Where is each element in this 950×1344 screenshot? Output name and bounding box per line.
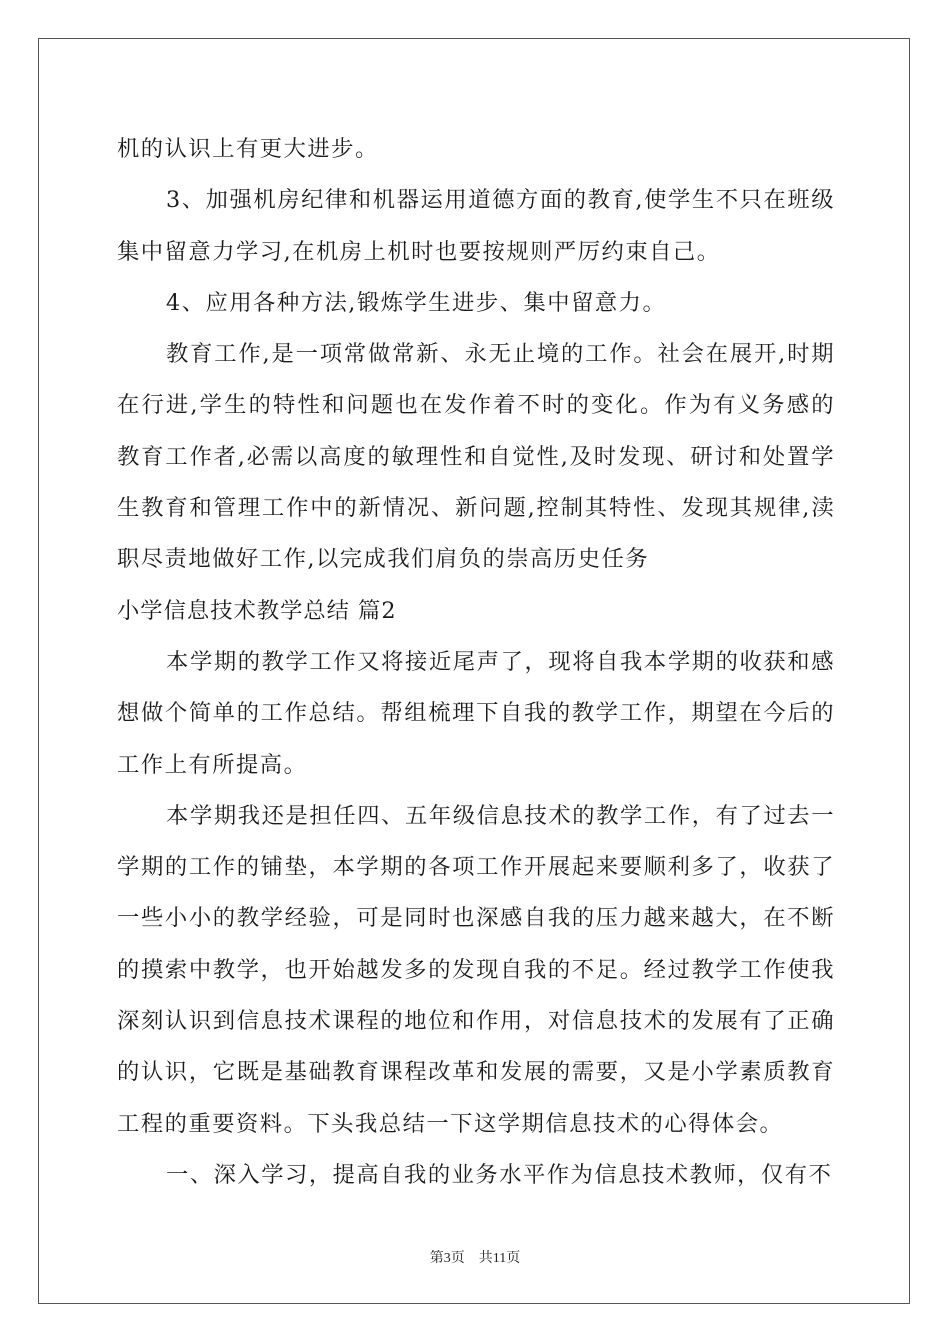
paragraph-point-one: 一、深入学习，提高自我的业务水平作为信息技术教师，仅有不 <box>166 1161 833 1188</box>
section-heading: 小学信息技术教学总结 篇2 <box>117 597 397 624</box>
paragraph-item-3: 3、加强机房纪律和机器运用道德方面的教育,使学生不只在班级集中留意力学习,在机房上机时也要按规则严厉约束自己。 <box>117 187 835 265</box>
paragraph-education-work: 教育工作,是一项常做常新、永无止境的工作。社会在展开,时期在行进,学生的特性和问题也在发作着不时的变化。作为有义务感的教育工作者,必需以高度的敏理性和自觉性,及时发现、研讨和处置学生教育和管理工作中的新情况、新问题,控制其特性、发现其规律,渎职尽责地做好工作,以完成我们肩负的崇高历史任务 <box>117 341 835 573</box>
paragraph-continuation: 机的认识上有更大进步。 <box>117 136 379 162</box>
page-footer <box>0 1247 950 1267</box>
paragraph-teaching-work: 本学期我还是担任四、五年级信息技术的教学工作，有了过去一学期的工作的铺垫，本学期的各项工作开展起来要顺利多了，收获了一些小小的教学经验，可是同时也深感自我的压力越来越大，在不断的摸索中教学，也开始越发多的发现自我的不足。经过教学工作使我深刻认识到信息技术课程的地位和作用，对信息技术的发展有了正确的认识，它既是基础教育课程改革和发展的需要，又是小学素质教育工程的重要资料。下头我总结一下这学期信息技术的心得体会。 <box>117 802 835 1137</box>
document-body <box>117 124 835 1201</box>
page-total: 共11页 <box>478 1251 521 1266</box>
paragraph-item-4: 4、应用各种方法,锻炼学生进步、集中留意力。 <box>166 289 667 316</box>
page-number: 第3页 <box>429 1251 465 1266</box>
paragraph-intro: 本学期的教学工作又将接近尾声了，现将自我本学期的收获和感想做个简单的工作总结。帮组梳理下自我的教学工作，期望在今后的工作上有所提高。 <box>117 648 835 778</box>
